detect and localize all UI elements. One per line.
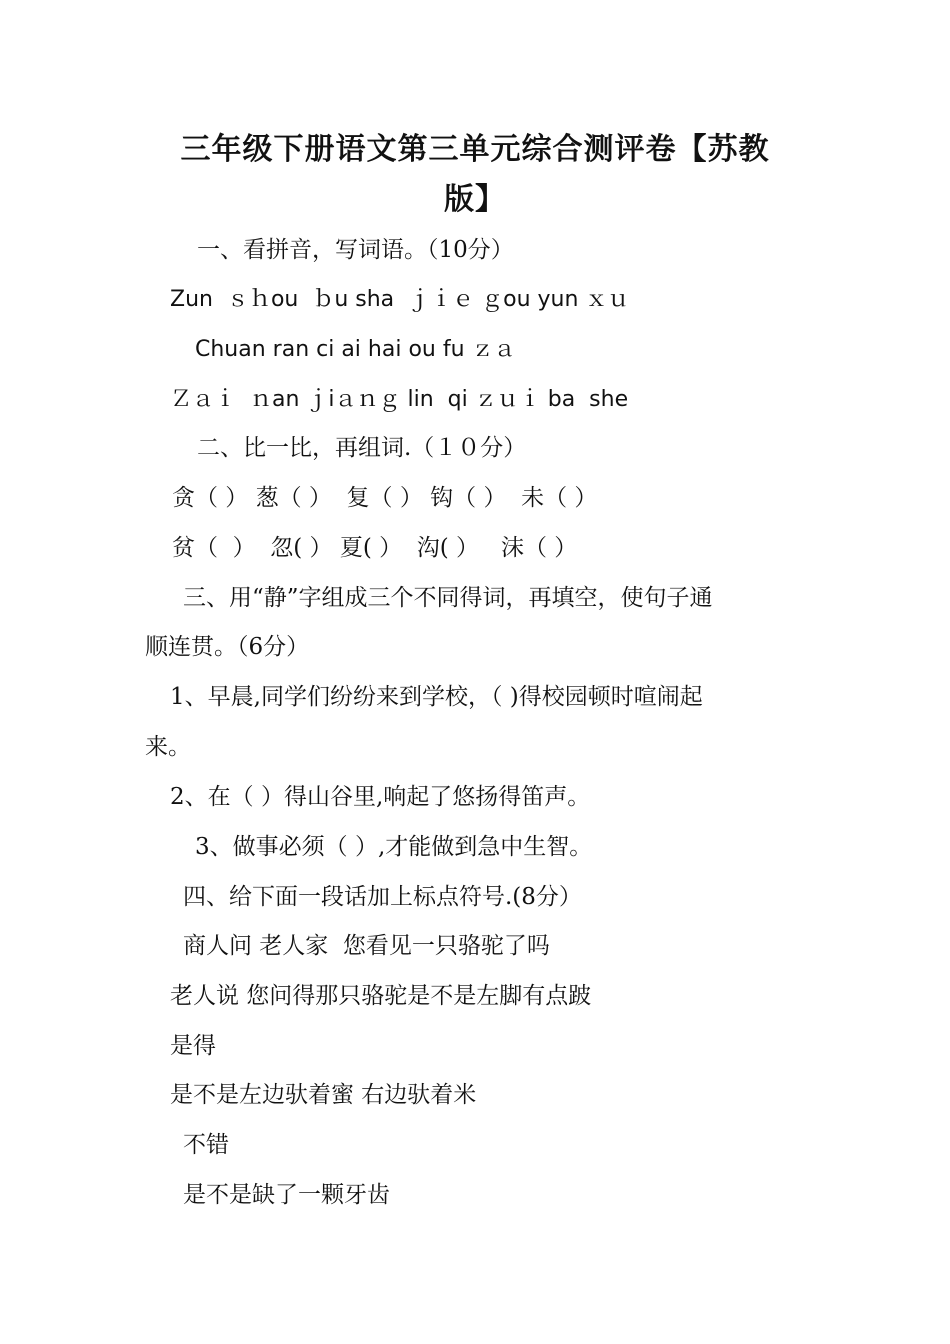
section-2-heading: 二、比一比，再组词.（１０分） (197, 435, 527, 461)
section-1-heading: 一、看拼音，写词语。（10分） (197, 237, 514, 263)
question-1-cont: 来。 (145, 734, 191, 760)
pinyin-line-3: Ｚａｉ ｎan ｊiａｎｇ lin qi ｚｕｉ ba she (170, 387, 629, 412)
section-4-heading: 四、给下面一段话加上标点符号.(8分） (183, 884, 582, 910)
section-3-heading: 三、用“静”字组成三个不同得词，再填空，使句子通 (183, 585, 713, 611)
question-2: 2、在（ ）得山谷里,响起了悠扬得笛声。 (170, 784, 591, 810)
pinyin-line-1: Zun ｓｈou ｂu sha ｊｉｅ ｇou yun ｘｕ (170, 287, 630, 312)
dialogue-line-2: 老人说 您问得那只骆驼是不是左脚有点跛 (170, 983, 592, 1009)
question-3: 3、做事必须（ ）,才能做到急中生智。 (195, 834, 593, 860)
document-title-line-1: 三年级下册语文第三单元综合测评卷【苏教 (180, 132, 770, 167)
compare-row-1: 贪（ ） 葱（ ） 复（ ） 钩（ ） 未（ ） (172, 485, 598, 511)
section-3-heading-cont: 顺连贯。（6分） (145, 634, 310, 660)
dialogue-line-4: 是不是左边驮着蜜 右边驮着米 (170, 1082, 477, 1108)
document-title-line-2: 版】 (444, 182, 506, 217)
dialogue-line-1: 商人问 老人家 您看见一只骆驼了吗 (183, 933, 550, 959)
dialogue-line-6: 是不是缺了一颗牙齿 (183, 1182, 390, 1208)
dialogue-line-5: 不错 (183, 1132, 229, 1158)
pinyin-line-2: Chuan ran ci ai hai ou fu ｚａ (195, 337, 516, 362)
dialogue-line-3: 是得 (170, 1033, 216, 1059)
compare-row-2: 贫（ ） 忽( ） 夏( ） 沟( ） 沫（ ） (172, 535, 578, 561)
question-1: 1、早晨,同学们纷纷来到学校，（ )得校园顿时喧闹起 (170, 684, 703, 710)
